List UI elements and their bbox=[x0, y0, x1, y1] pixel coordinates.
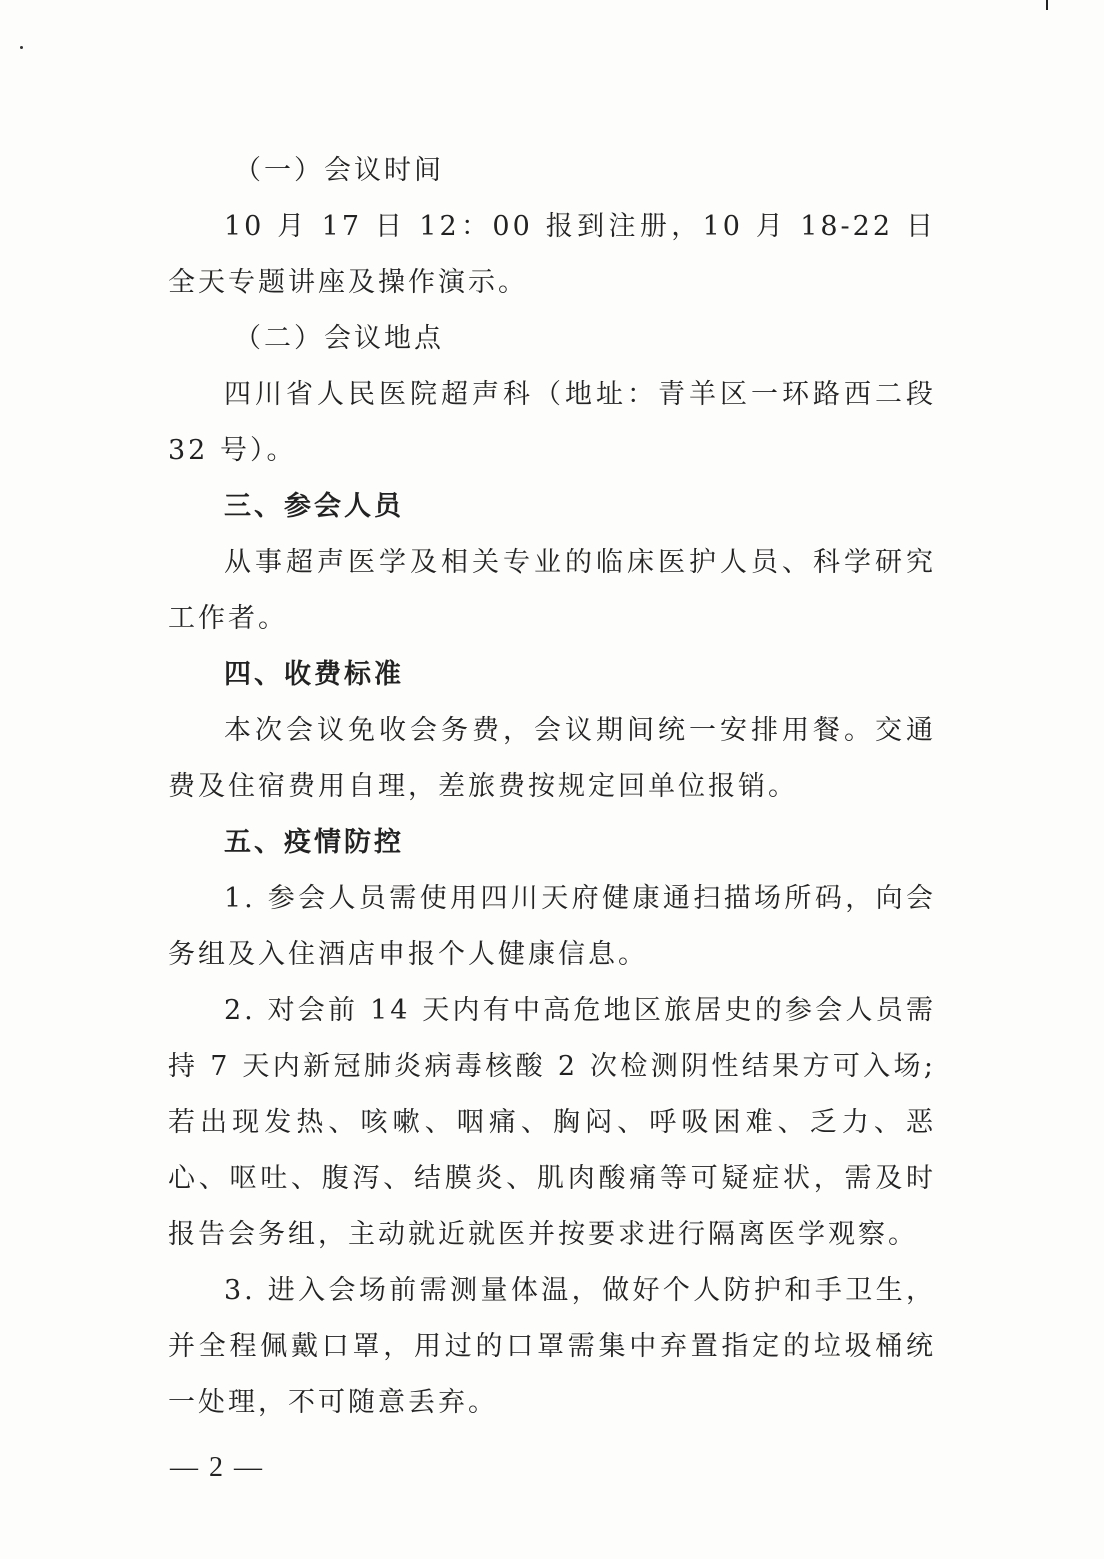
paragraph-fees: 本次会议免收会务费，会议期间统一安排用餐。交通费及住宿费用自理，差旅费按规定回单位报销。 bbox=[168, 715, 936, 802]
paragraph-meeting-time: 10 月 17 日 12：00 报到注册，10 月 18-22 日全天专题讲座及操作演示。 bbox=[168, 211, 936, 298]
heading-epidemic-control: 五、疫情防控 bbox=[224, 827, 404, 858]
document-body bbox=[168, 143, 936, 1431]
subheading-meeting-venue: （二）会议地点 bbox=[234, 323, 444, 354]
paragraph-epidemic-item-3: 3. 进入会场前需测量体温，做好个人防护和手卫生，并全程佩戴口罩，用过的口罩需集中弃置指定的垃圾桶统一处理，不可随意丢弃。 bbox=[168, 1275, 936, 1418]
paragraph-epidemic-item-2: 2. 对会前 14 天内有中高危地区旅居史的参会人员需持 7 天内新冠肺炎病毒核酸 2 次检测阴性结果方可入场;若出现发热、咳嗽、咽痛、胸闷、呼吸困难、乏力、恶心、呕吐、腹泻、结膜炎、肌肉酸痛等可疑症状，需及时报告会务组，主动就近就医并按要求进行隔离医学观察。 bbox=[168, 995, 936, 1250]
scan-speck bbox=[20, 46, 23, 49]
heading-fees: 四、收费标准 bbox=[224, 659, 404, 690]
heading-participants: 三、参会人员 bbox=[224, 491, 404, 522]
scan-mark bbox=[1046, 0, 1048, 10]
paragraph-epidemic-item-1: 1. 参会人员需使用四川天府健康通扫描场所码，向会务组及入住酒店申报个人健康信息。 bbox=[168, 883, 936, 970]
paragraph-participants: 从事超声医学及相关专业的临床医护人员、科学研究工作者。 bbox=[168, 547, 936, 634]
page-number: — 2 — bbox=[170, 1452, 264, 1483]
paragraph-meeting-venue: 四川省人民医院超声科（地址：青羊区一环路西二段 32 号）。 bbox=[168, 379, 936, 466]
subheading-meeting-time: （一）会议时间 bbox=[234, 155, 444, 186]
